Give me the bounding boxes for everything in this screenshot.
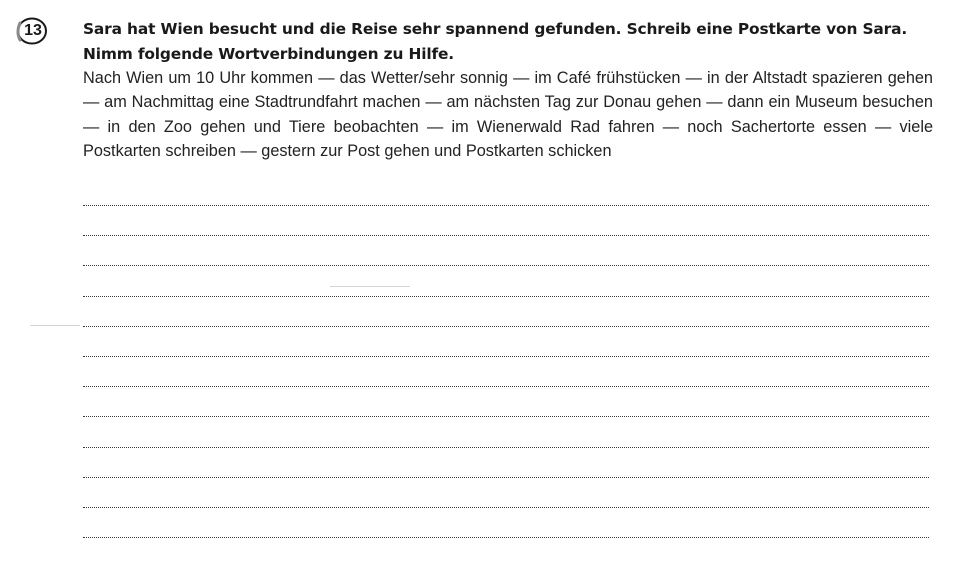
answer-line[interactable]	[83, 205, 929, 206]
task-instruction: Sara hat Wien besucht und die Reise sehr spannend gefunden. Schreib eine Postkarte von Sara. Nimm folgende Wortverbindungen zu Hilfe.	[83, 20, 908, 63]
word-combinations: Nach Wien um 10 Uhr kommen — das Wetter/sehr sonnig — im Café frühstücken — in der Altstadt spazieren gehen — am Nachmittag eine Stadtrundfahrt machen — am nächsten Tag zur Donau gehen — dann ein Museum besuchen — in den Zoo gehen und Tiere beobachten — im Wienerwald Rad fahren — noch Sachertorte essen — viele Postkarten schreiben — gestern zur Post gehen und Postkarten schicken	[83, 69, 933, 161]
scan-artifact	[330, 286, 410, 287]
answer-line[interactable]	[83, 265, 929, 266]
scan-artifact	[30, 325, 80, 326]
answer-line[interactable]	[83, 477, 929, 478]
answer-line[interactable]	[83, 537, 929, 538]
answer-line[interactable]	[83, 447, 929, 448]
answer-line[interactable]	[83, 386, 929, 387]
answer-line[interactable]	[83, 235, 929, 236]
exercise-number: 13	[24, 22, 42, 39]
answer-line[interactable]	[83, 326, 929, 327]
answer-lines-area[interactable]	[83, 0, 929, 561]
answer-line[interactable]	[83, 296, 929, 297]
answer-line[interactable]	[83, 507, 929, 508]
answer-line[interactable]	[83, 356, 929, 357]
exercise-number-badge	[14, 16, 48, 46]
answer-line[interactable]	[83, 416, 929, 417]
